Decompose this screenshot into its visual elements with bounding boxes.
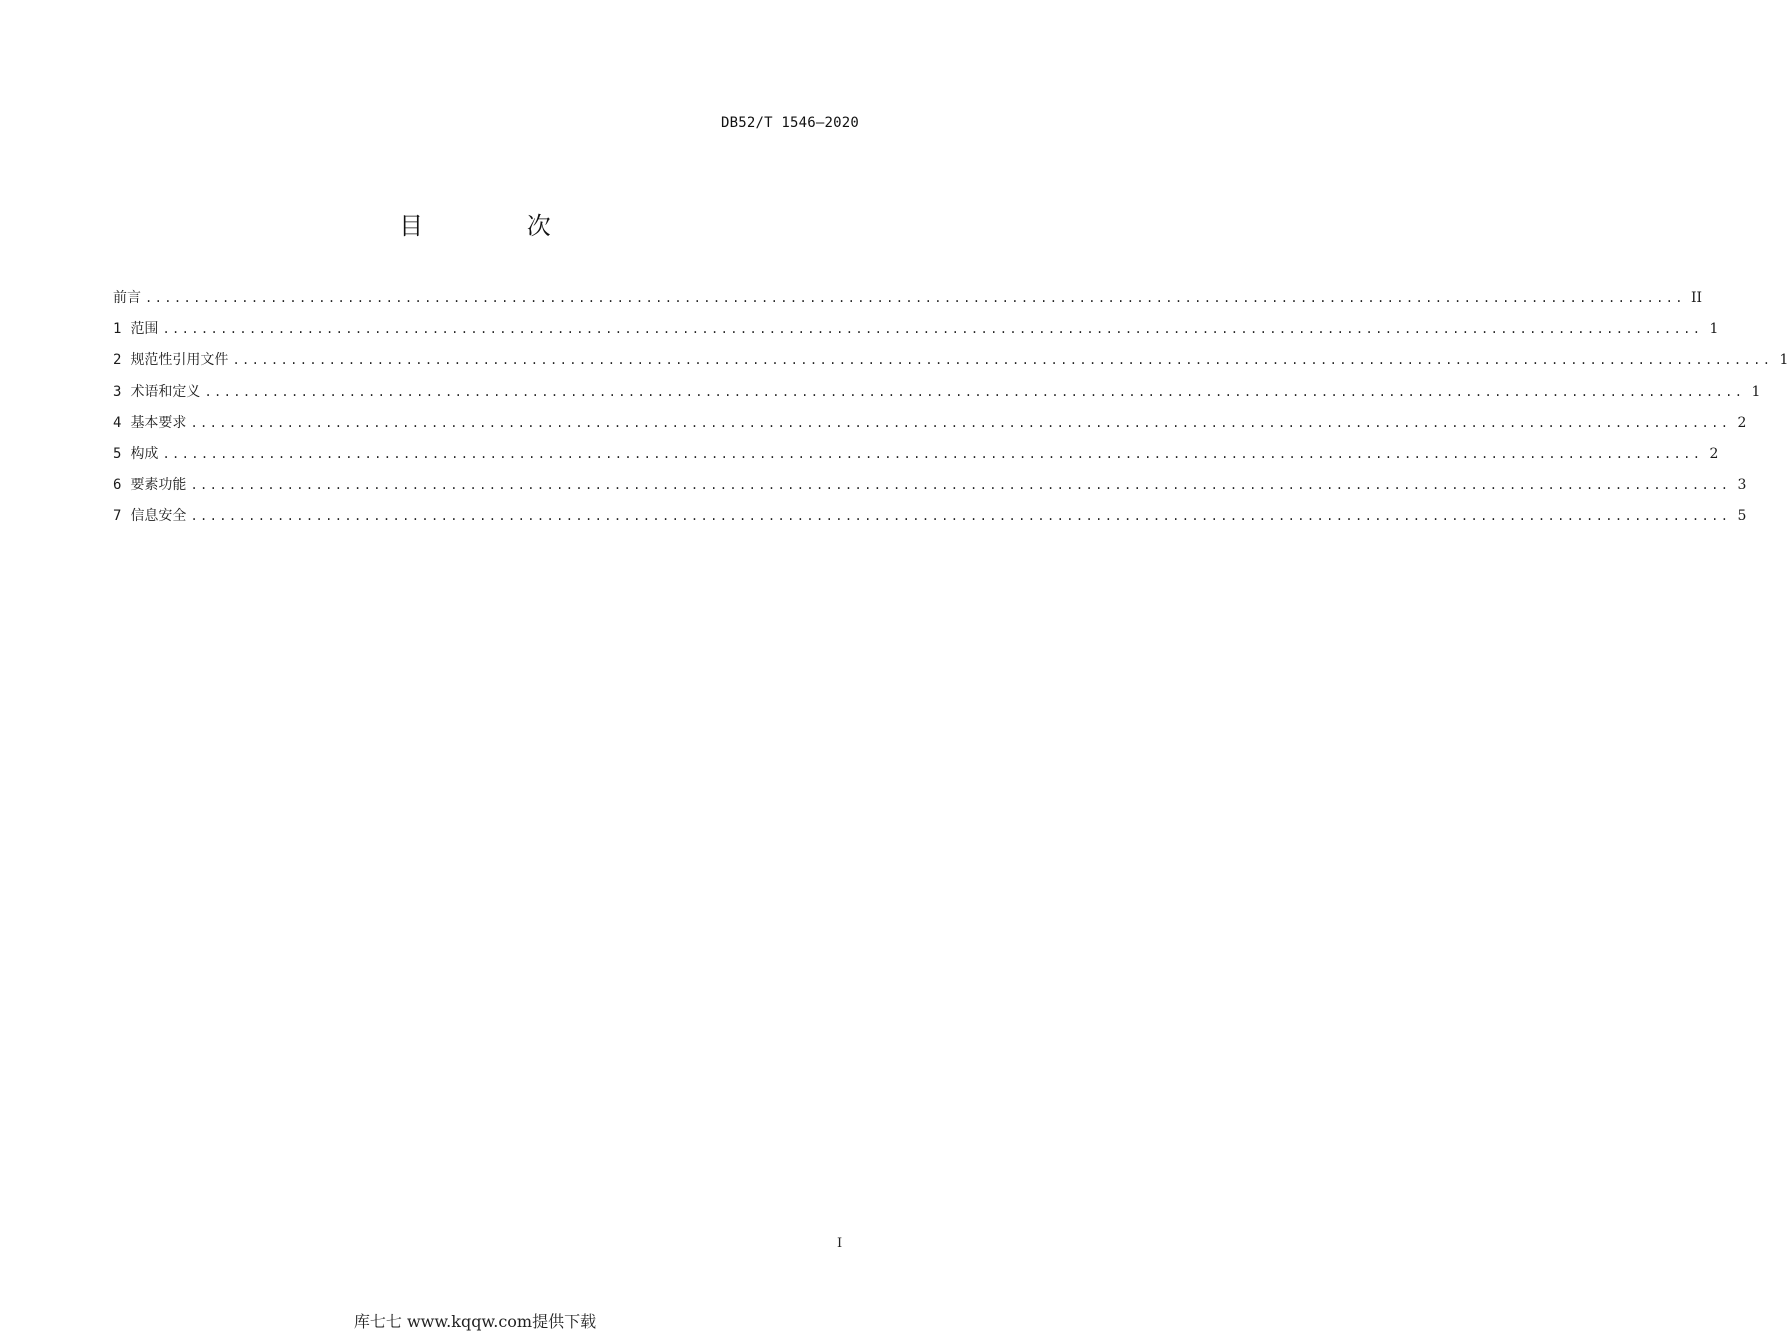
toc-entry-page: 2 [1737, 414, 1747, 431]
toc-entry-page: II [1690, 290, 1702, 306]
toc-entry-label: 前言 [113, 290, 141, 306]
toc-dot-leader: ................................................................................................................................................................ [190, 478, 1731, 493]
toc-dot-leader: ................................................................................................................................................................ [162, 322, 1703, 337]
toc-entry-label: 规范性引用文件 [130, 352, 229, 369]
toc-entry-page: 2 [1709, 445, 1719, 462]
toc-entry-information-security[interactable] [113, 505, 1747, 536]
toc-entry-scope[interactable] [113, 318, 1719, 349]
toc-entry-number: 2 [113, 352, 122, 369]
page-title: 目 次 [399, 212, 599, 240]
document-code: DB52/T 1546—2020 [720, 115, 859, 131]
toc-dot-leader: ................................................................................................................................................................ [232, 353, 1773, 368]
toc-entry-foreword[interactable] [113, 287, 1702, 318]
download-source-note: 库七七 www.kqqw.com提供下载 [353, 1312, 597, 1331]
toc-entry-label: 范围 [130, 321, 159, 338]
toc-entry-number: 4 [113, 414, 122, 431]
toc-entry-number: 6 [113, 477, 122, 494]
toc-entry-page: 1 [1779, 352, 1788, 369]
toc-entry-label: 信息安全 [130, 508, 187, 525]
page-number: I [837, 1236, 843, 1251]
toc-entry-number: 7 [113, 508, 122, 525]
toc-entry-label: 术语和定义 [130, 383, 201, 400]
toc-dot-leader: ................................................................................................................................................................ [204, 384, 1745, 399]
toc-entry-terms-definitions[interactable] [113, 381, 1761, 412]
toc-entry-page: 1 [1751, 383, 1761, 400]
toc-entry-label: 基本要求 [130, 414, 187, 431]
toc-entry-label: 构成 [130, 445, 159, 462]
toc-entry-normative-references[interactable] [113, 349, 1788, 380]
table-of-contents [113, 287, 1788, 537]
toc-entry-number: 3 [113, 383, 122, 400]
toc-entry-number: 1 [113, 321, 122, 338]
toc-entry-page: 1 [1709, 321, 1719, 338]
toc-entry-label: 要素功能 [130, 477, 187, 494]
toc-entry-number: 5 [113, 445, 122, 462]
toc-dot-leader: ................................................................................................................................................................ [145, 291, 1685, 305]
toc-dot-leader: ................................................................................................................................................................ [190, 415, 1731, 430]
toc-entry-composition[interactable] [113, 443, 1719, 474]
toc-entry-element-functions[interactable] [113, 474, 1747, 505]
toc-entry-page: 3 [1737, 477, 1747, 494]
toc-entry-page: 5 [1737, 508, 1747, 525]
toc-dot-leader: ................................................................................................................................................................ [190, 509, 1731, 524]
toc-entry-basic-requirements[interactable] [113, 412, 1747, 443]
toc-dot-leader: ................................................................................................................................................................ [162, 446, 1703, 461]
